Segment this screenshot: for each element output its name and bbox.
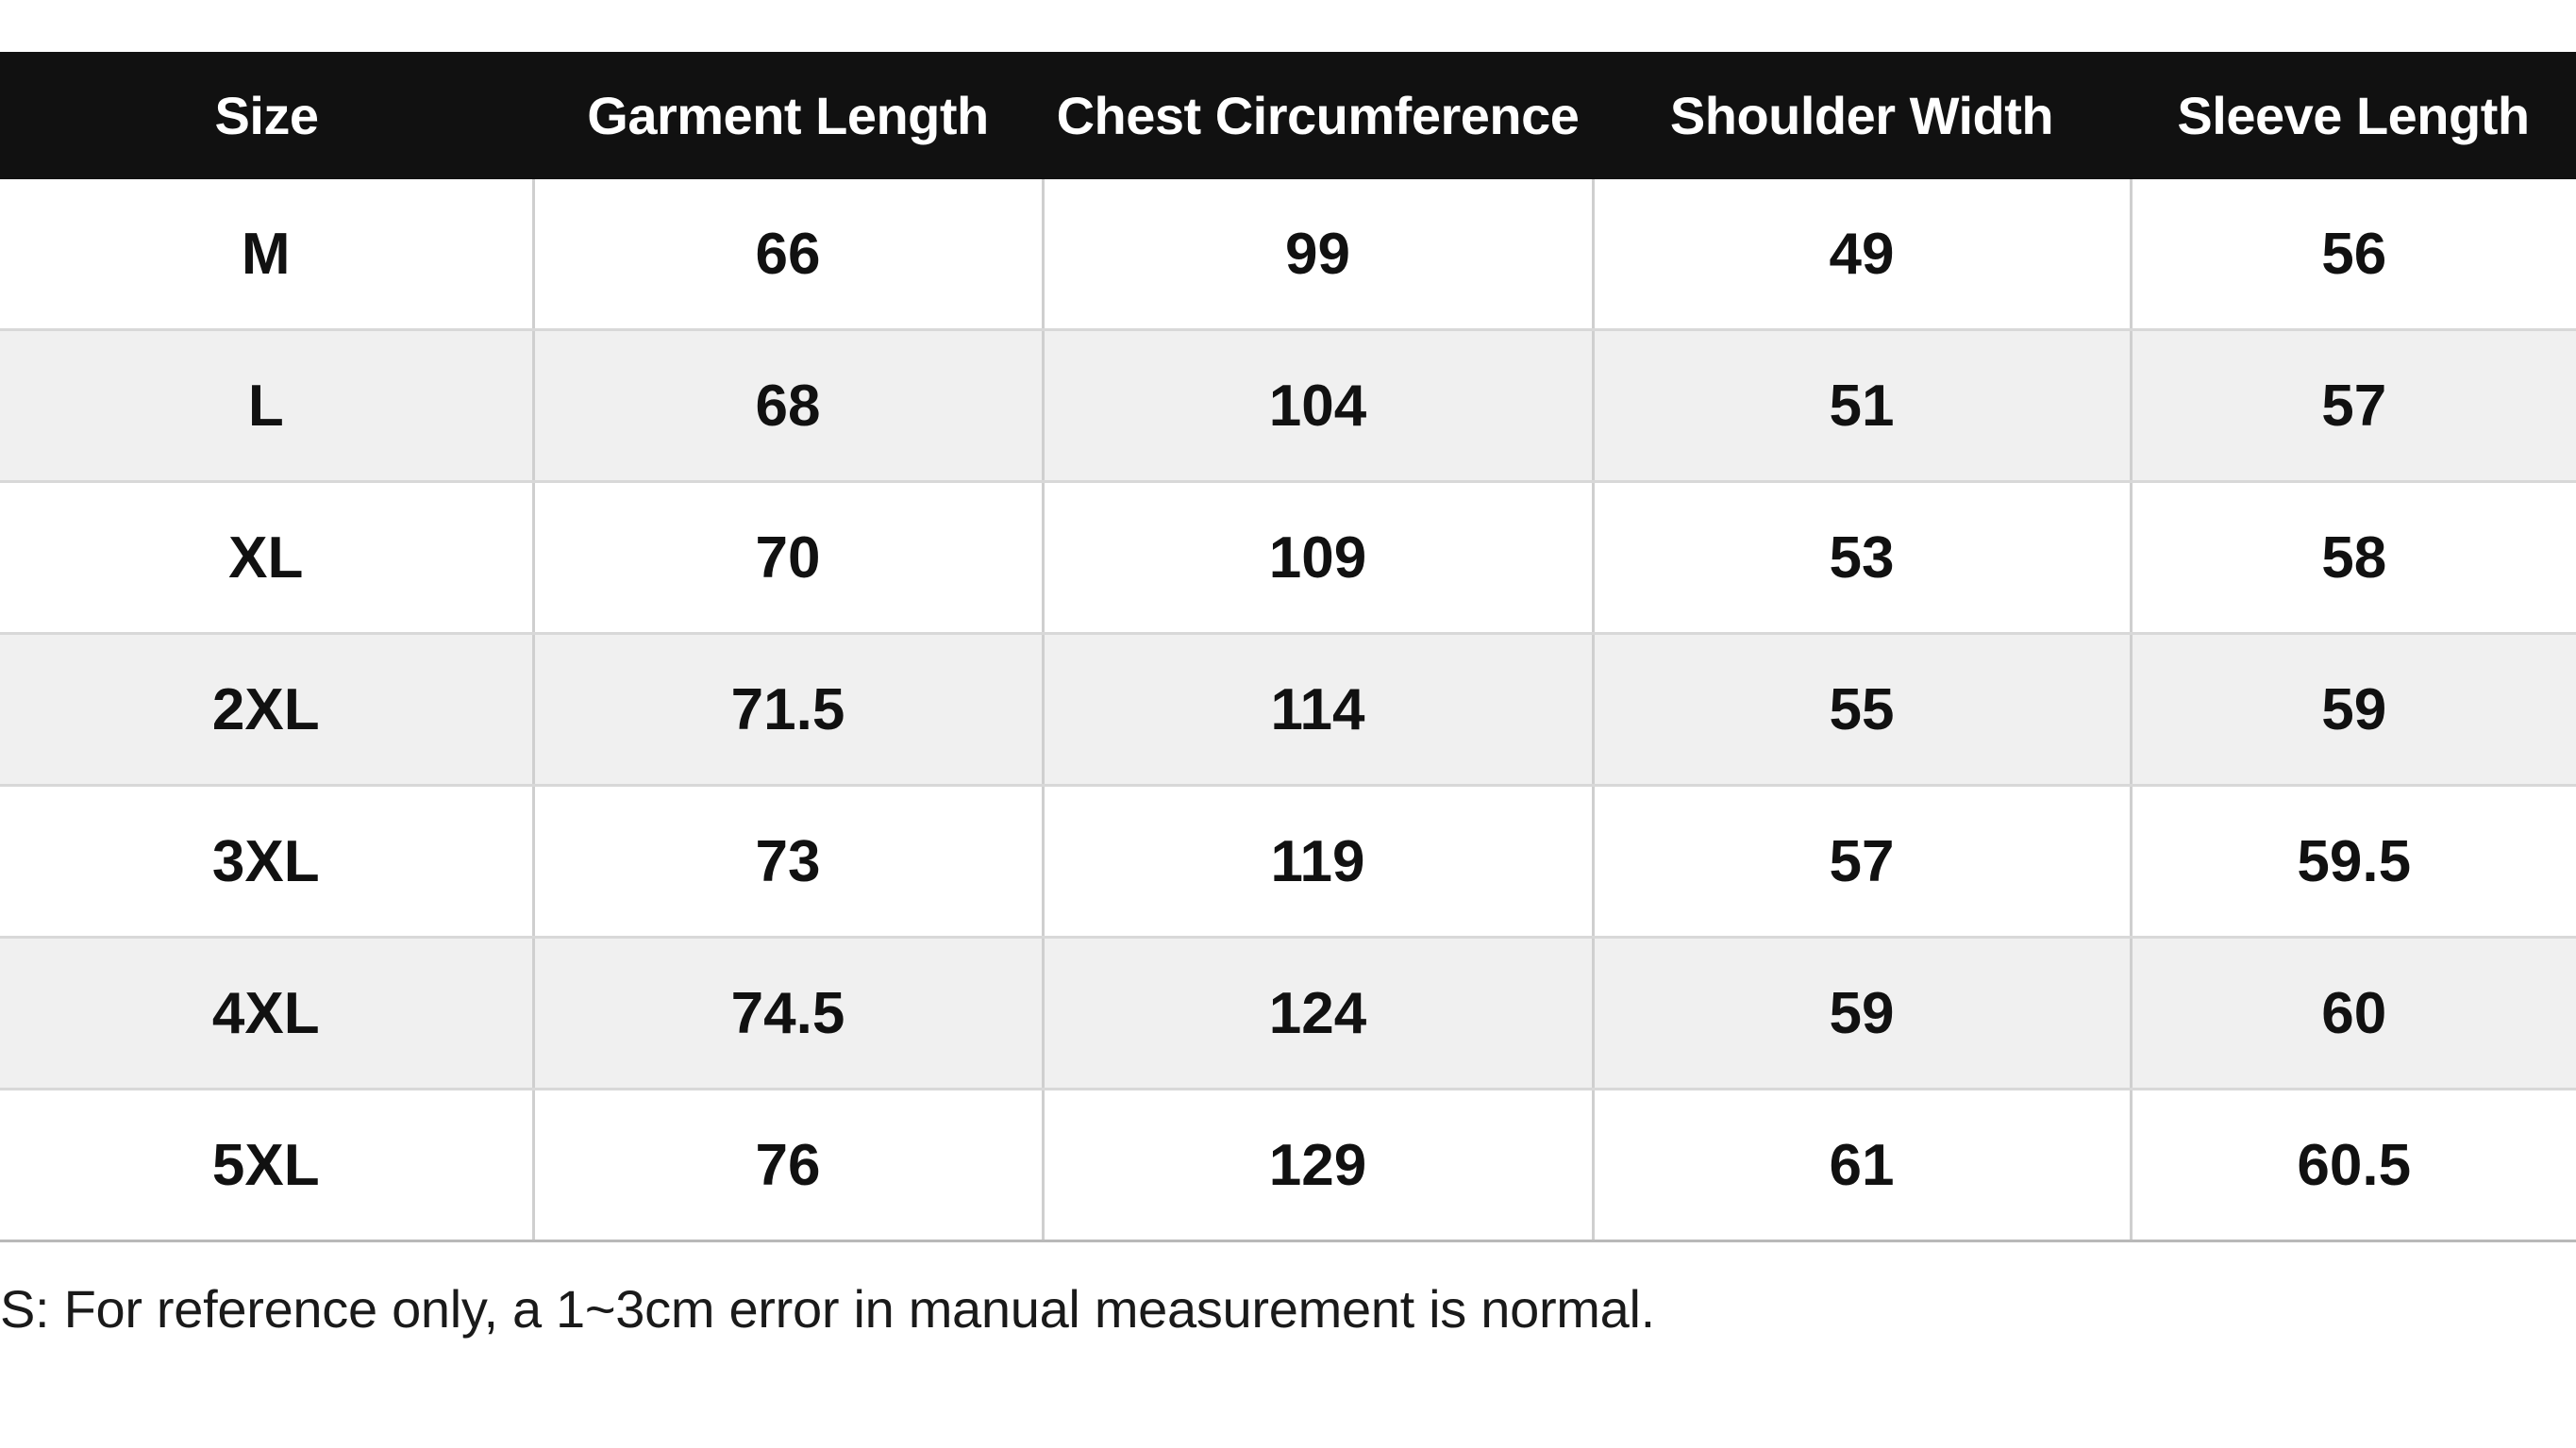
cell-chest-circumference: 114 xyxy=(1043,634,1593,786)
cell-chest-circumference: 129 xyxy=(1043,1090,1593,1241)
table-body xyxy=(0,179,2576,1241)
cell-shoulder-width: 53 xyxy=(1593,482,2131,634)
column-header-chest-circumference: Chest Circumference xyxy=(1043,52,1593,179)
table-row xyxy=(0,634,2576,786)
cell-garment-length: 68 xyxy=(533,330,1043,482)
cell-chest-circumference: 104 xyxy=(1043,330,1593,482)
cell-garment-length: 74.5 xyxy=(533,938,1043,1090)
cell-shoulder-width: 55 xyxy=(1593,634,2131,786)
cell-chest-circumference: 119 xyxy=(1043,786,1593,938)
table-row xyxy=(0,179,2576,330)
size-chart-table xyxy=(0,52,2576,1242)
table-row xyxy=(0,330,2576,482)
cell-garment-length: 70 xyxy=(533,482,1043,634)
column-header-garment-length: Garment Length xyxy=(533,52,1043,179)
cell-shoulder-width: 49 xyxy=(1593,179,2131,330)
cell-size: 3XL xyxy=(0,786,533,938)
size-chart-table-container xyxy=(0,52,2576,1242)
cell-sleeve-length: 60 xyxy=(2131,938,2576,1090)
table-row xyxy=(0,1090,2576,1241)
cell-chest-circumference: 109 xyxy=(1043,482,1593,634)
table-header xyxy=(0,52,2576,179)
cell-sleeve-length: 60.5 xyxy=(2131,1090,2576,1241)
cell-chest-circumference: 99 xyxy=(1043,179,1593,330)
table-row xyxy=(0,786,2576,938)
cell-size: 5XL xyxy=(0,1090,533,1241)
cell-shoulder-width: 59 xyxy=(1593,938,2131,1090)
cell-sleeve-length: 56 xyxy=(2131,179,2576,330)
cell-shoulder-width: 51 xyxy=(1593,330,2131,482)
column-header-sleeve-length: Sleeve Length xyxy=(2131,52,2576,179)
cell-size: 2XL xyxy=(0,634,533,786)
column-header-shoulder-width: Shoulder Width xyxy=(1593,52,2131,179)
cell-sleeve-length: 58 xyxy=(2131,482,2576,634)
cell-shoulder-width: 57 xyxy=(1593,786,2131,938)
cell-garment-length: 73 xyxy=(533,786,1043,938)
cell-chest-circumference: 124 xyxy=(1043,938,1593,1090)
cell-garment-length: 66 xyxy=(533,179,1043,330)
cell-sleeve-length: 57 xyxy=(2131,330,2576,482)
cell-size: XL xyxy=(0,482,533,634)
cell-garment-length: 76 xyxy=(533,1090,1043,1241)
cell-size: M xyxy=(0,179,533,330)
cell-garment-length: 71.5 xyxy=(533,634,1043,786)
cell-sleeve-length: 59.5 xyxy=(2131,786,2576,938)
table-row xyxy=(0,938,2576,1090)
cell-size: 4XL xyxy=(0,938,533,1090)
cell-shoulder-width: 61 xyxy=(1593,1090,2131,1241)
table-row xyxy=(0,482,2576,634)
cell-size: L xyxy=(0,330,533,482)
cell-sleeve-length: 59 xyxy=(2131,634,2576,786)
measurement-note: S: For reference only, a 1~3cm error in manual measurement is normal. xyxy=(0,1279,1655,1339)
column-header-size: Size xyxy=(0,52,533,179)
table-header-row xyxy=(0,52,2576,179)
